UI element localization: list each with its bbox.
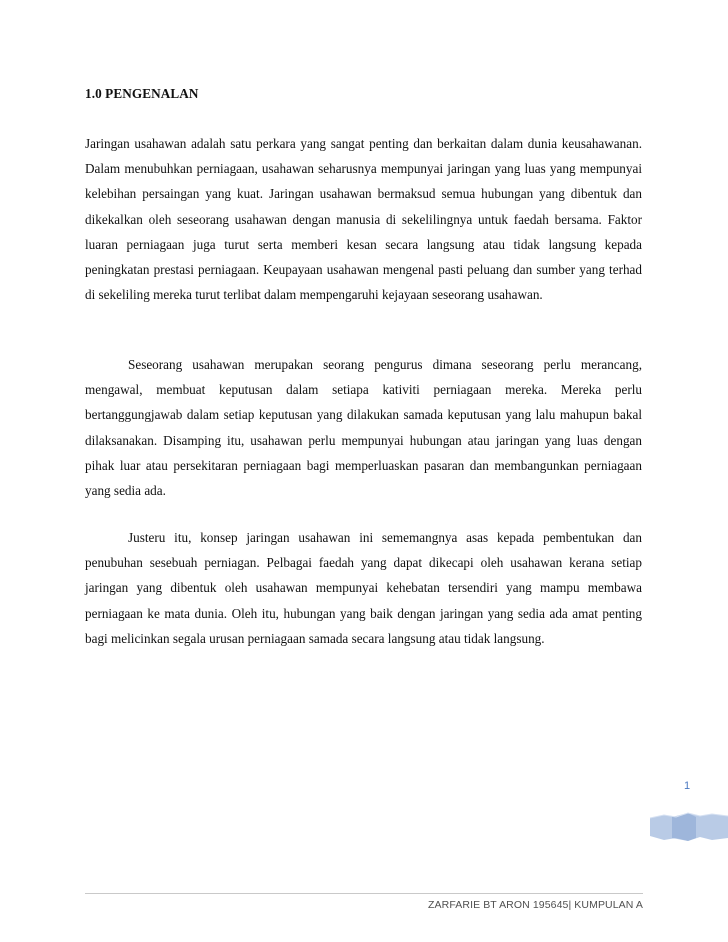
- footer-divider: [85, 893, 643, 894]
- paragraph-2: Seseorang usahawan merupakan seorang pengurus dimana seseorang perlu merancang, mengawal, membuat keputusan dalam setiapa kativiti perniagaan mereka. Mereka perlu bertanggungjawab dalam setiap keputusan yang dilakukan samada keputusan yang lalu mahupun bakal dilaksanakan. Disamping itu, usahawan perlu mempunyai hubungan atau jaringan yang luas dengan pihak luar atau persekitaran perniagaan bagi memperluaskan pasaran dan membangunkan perniagaan yang sedia ada.: [85, 357, 642, 499]
- page-corner-tab-graphic: [648, 808, 728, 842]
- paragraph-3: Justeru itu, konsep jaringan usahawan ini sememangnya asas kepada pembentukan dan penubuhan sesebuah perniagan. Pelbagai faedah yang dapat dikecapi oleh usahawan kerana setiap jaringan yang dibentuk oleh usahawan mempunyai kehebatan tersendiri yang mampu membawa perniagaan ke mata dunia. Oleh itu, hubungan yang baik dengan jaringan yang sedia ada amat penting bagi melicinkan segala urusan perniagaan samada secara langsung atau tidak langsung.: [85, 530, 642, 646]
- section-heading: 1.0 PENGENALAN: [85, 86, 199, 101]
- page-number: 1: [684, 780, 691, 792]
- footer-author-info: ZARFARIE BT ARON 195645| KUMPULAN A: [428, 899, 643, 911]
- paragraph-1: Jaringan usahawan adalah satu perkara yang sangat penting dan berkaitan dalam dunia keusahawanan. Dalam menubuhkan perniagaan, usahawan seharusnya mempunyai jaringan yang luas yang mempunyai kelebihan persaingan yang kuat. Jaringan usahawan bermaksud semua hubungan yang dibentuk dan dikekalkan oleh seseorang usahawan dengan manusia di sekelilingnya untuk faedah bersama. Faktor luaran perniagaan juga turut serta memberi kesan secara langsung atau tidak langsung kepada peningkatan prestasi perniagaan. Keupayaan usahawan mengenal pasti peluang dan sumber yang terhad di sekeliling mereka turut terlibat dalam mempengaruhi kejayaan seseorang usahawan.: [85, 136, 642, 303]
